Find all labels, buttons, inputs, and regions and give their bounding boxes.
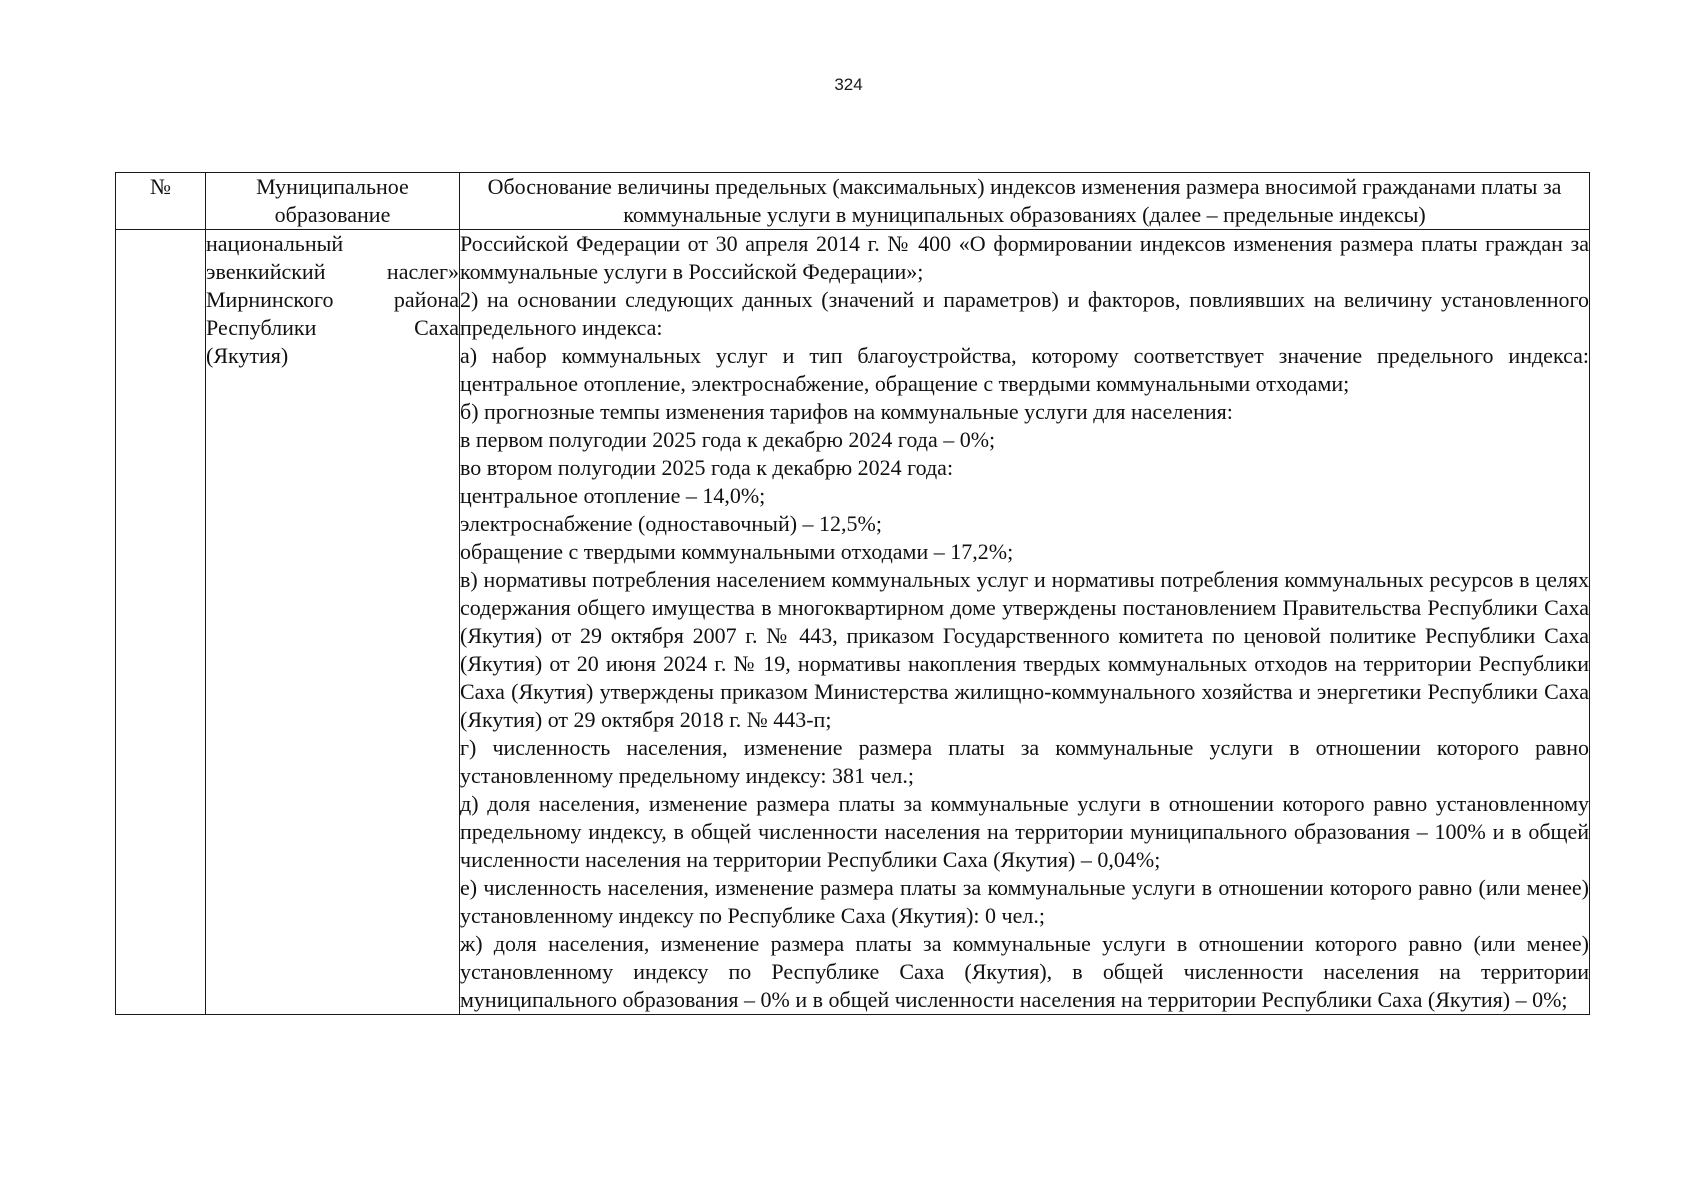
page-number: 324: [834, 75, 863, 94]
cell-justification: [460, 230, 1590, 1015]
justification-paragraph: е) численность населения, изменение размера платы за коммунальные услуги в отношении которого равно (или менее) установленному индексу по Республике Саха (Якутия): 0 чел.;: [460, 875, 1589, 928]
justification-paragraph: электроснабжение (одноставочный) – 12,5%;: [460, 511, 882, 536]
justification-paragraph: обращение с твердыми коммунальными отходами – 17,2%;: [460, 539, 1014, 564]
table-header-row: [116, 173, 1590, 230]
header-number: №: [116, 173, 206, 230]
justification-paragraph: 2) на основании следующих данных (значений и параметров) и факторов, повлиявших на величину установленного предельного индекса:: [460, 287, 1589, 340]
cell-municipality: [206, 230, 460, 1015]
justification-paragraph: ж) доля населения, изменение размера платы за коммунальные услуги в отношении которого равно (или менее) установленному индексу по Республике Саха (Якутия), в общей численности населения на территории муниципального образования – 0% и в общей численности населения на территории Республики Саха (Якутия) – 0%;: [460, 931, 1589, 1012]
header-justification: Обоснование величины предельных (максимальных) индексов изменения размера вносимой гражданами платы за коммунальные услуги в муниципальных образованиях (далее – предельные индексы): [460, 173, 1590, 230]
justification-paragraph: г) численность населения, изменение размера платы за коммунальные услуги в отношении которого равно установленному предельному индексу: 381 чел.;: [460, 735, 1589, 788]
justification-paragraph: во втором полугодии 2025 года к декабрю 2024 года:: [460, 455, 954, 480]
justification-paragraph: Российской Федерации от 30 апреля 2014 г. № 400 «О формировании индексов изменения размера платы граждан за коммунальные услуги в Российской Федерации»;: [460, 231, 1589, 284]
municipality-line: (Якутия): [206, 343, 289, 368]
table-row: [116, 230, 1590, 1015]
justification-paragraph: центральное отопление – 14,0%;: [460, 483, 766, 508]
justification-paragraph: а) набор коммунальных услуг и тип благоустройства, которому соответствует значение предельного индекса: центральное отопление, электроснабжение, обращение с твердыми коммунальными отходами;: [460, 343, 1589, 396]
justification-paragraph: в первом полугодии 2025 года к декабрю 2024 года – 0%;: [460, 427, 996, 452]
municipality-line: национальный: [206, 231, 344, 256]
cell-number: [116, 230, 206, 1015]
justification-paragraph: б) прогнозные темпы изменения тарифов на коммунальные услуги для населения:: [460, 399, 1233, 424]
header-municipality: Муниципальное образование: [206, 173, 460, 230]
indices-table: [115, 172, 1590, 1015]
municipality-line: эвенкийский наслег»: [206, 259, 459, 284]
municipality-line: Республики Саха: [206, 315, 459, 340]
justification-paragraph: в) нормативы потребления населением коммунальных услуг и нормативы потребления коммунальных ресурсов в целях содержания общего имущества в многоквартирном доме утверждены постановлением Правительства Республики Саха (Якутия) от 29 октября 2007 г. № 443, приказом Государственного комитета по ценовой политике Республики Саха (Якутия) от 20 июня 2024 г. № 19, нормативы накопления твердых коммунальных отходов на территории Республики Саха (Якутия) утверждены приказом Министерства жилищно-коммунального хозяйства и энергетики Республики Саха (Якутия) от 29 октября 2018 г. № 443-п;: [460, 567, 1589, 732]
justification-paragraph: д) доля населения, изменение размера платы за коммунальные услуги в отношении которого равно установленному предельному индексу, в общей численности населения на территории муниципального образования – 100% и в общей численности населения на территории Республики Саха (Якутия) – 0,04%;: [460, 791, 1589, 872]
municipality-line: Мирнинского района: [206, 287, 459, 312]
